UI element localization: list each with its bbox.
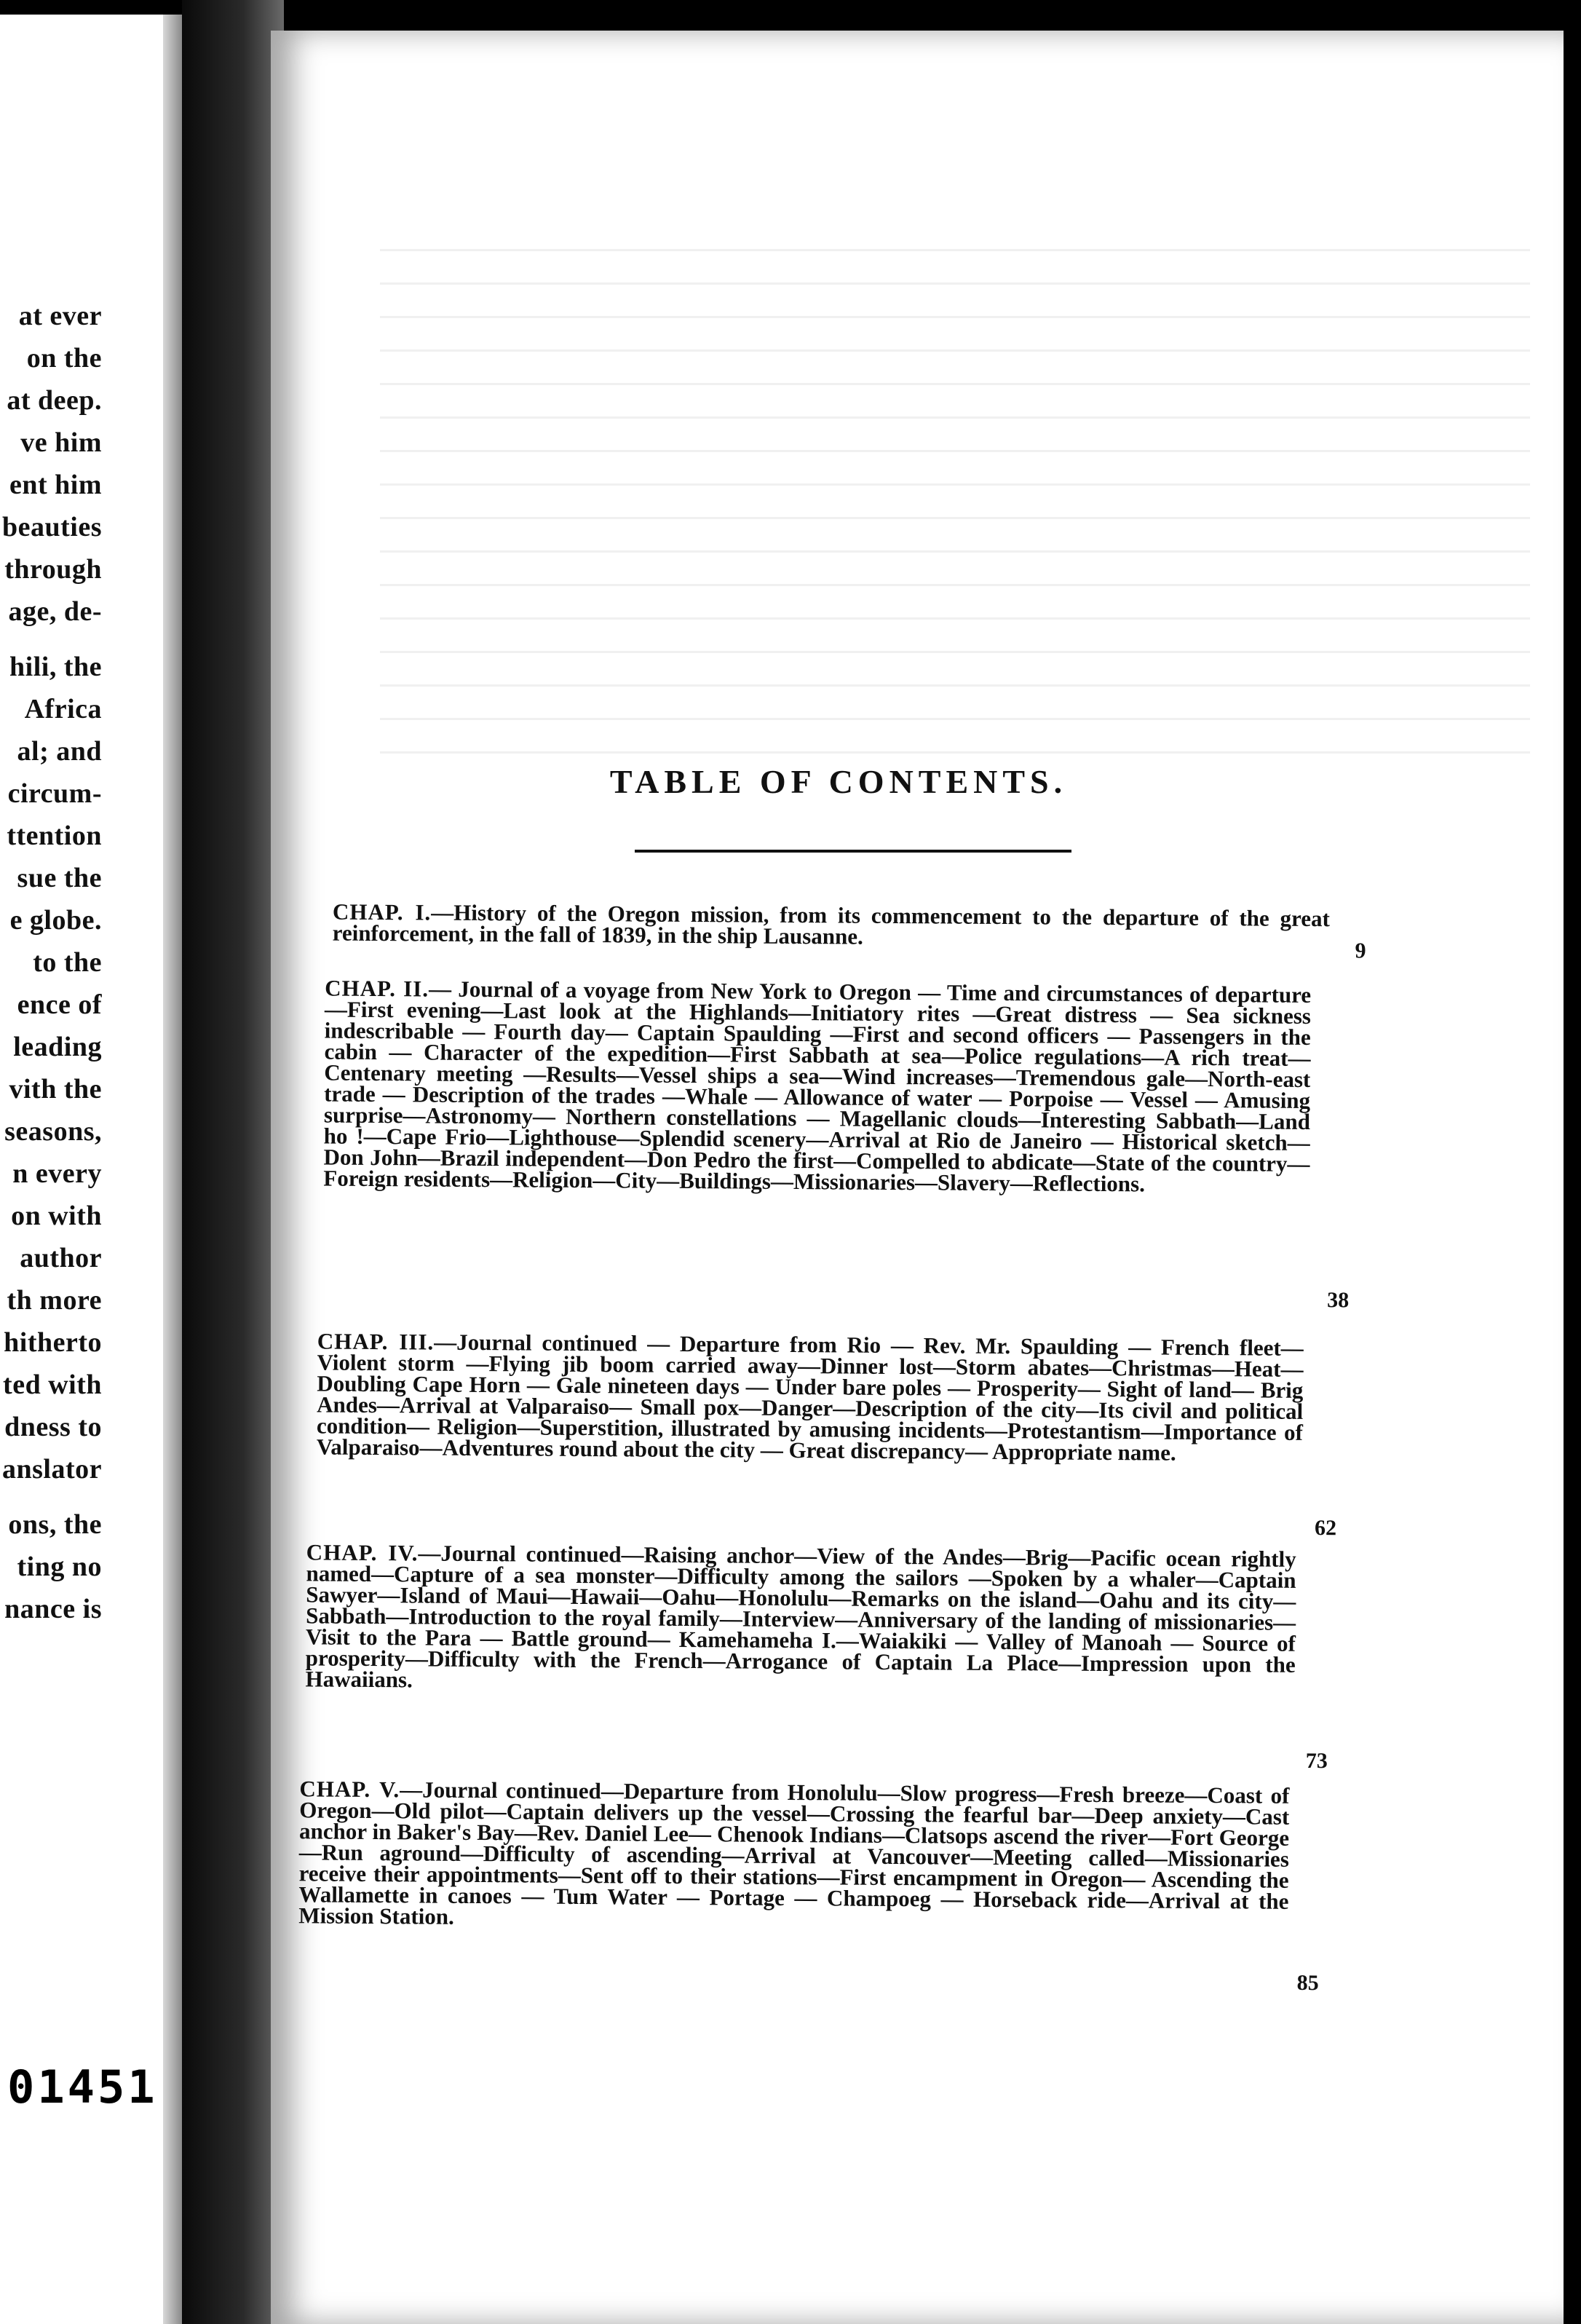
left-line: ted with [3,1370,102,1400]
left-paragraph-gap [2,1490,102,1503]
chapter-summary: —Journal continued—Departure from Honolulu—Slow progress—Fresh breeze—Coast of Oregon—Old pilot—Captain delivers up the vessel—Crossing the fearful bar—Deep anxiety—Cast anchor in Baker's Bay—Rev. Daniel Lee— Chenook Indians—Clatsops ascend the river—Fort George—Run aground—Difficulty of ascending—Arrival at Vancouver—Meeting called—Missionaries receive their appointments—Sent off to their stations—First encampment in Oregon— Ascending the Wallamette in canoes — Tum Water — Portage — Champoeg — Horseback ride—Arrival at the Mission Station. [298,1776,1290,1929]
left-line: vith the [9,1074,102,1104]
toc-page-number: 62 [1314,1516,1337,1541]
left-line: ttention [7,821,102,851]
toc-page-number: 38 [1327,1288,1350,1313]
toc-entry-chap-2 [323,975,1312,1197]
left-line: th more [7,1285,102,1316]
chapter-label: CHAP. I. [332,898,432,925]
left-line: dness to [4,1412,102,1442]
left-line: ons, the [8,1509,102,1540]
left-line: e globe. [9,905,102,936]
table-of-contents [271,898,1564,1996]
toc-page-number: 85 [1296,1970,1319,1996]
left-facing-page [0,15,182,2324]
show-through-text [380,249,1530,759]
toc-entry-chap-5 [298,1778,1289,1932]
left-line: beauties [2,512,102,542]
left-line: anslator [2,1454,102,1485]
contents-page [271,31,1564,2324]
left-line: ent him [9,470,102,500]
left-line: sue the [17,863,102,893]
left-line: to the [33,947,102,978]
toc-page-number: 73 [1305,1748,1328,1774]
toc-entry-chap-4 [305,1541,1296,1696]
left-line: ting no [17,1552,102,1582]
left-line: seasons, [4,1116,102,1147]
toc-entry-chap-1 [332,898,1330,951]
left-line: hili, the [9,652,102,682]
left-line: al; and [17,736,102,767]
title-rule [635,850,1071,853]
left-line: on the [26,343,102,374]
chapter-label: CHAP. III. [317,1328,435,1355]
chapter-summary: —Journal continued — Departure from Rio — Rev. Mr. Spaulding — French fleet—Violent storm —Flying jib boom carried away—Dinner lost—Storm abates—Christmas—Heat—Doubling Cape Horn — Gale nineteen days — Under bare poles — Prosperity— Sight of land— Brig Andes—Arrival at Valparaiso— Small pox—Danger—Description of the city—Its civil and political condition— Religion—Superstition, illustrated by amusing incidents—Protestantism—Importance of Valparaiso—Adventures round about the city — Great discrepancy— Appropriate name. [316,1329,1304,1466]
left-line: hitherto [4,1327,102,1358]
page-edge-shadow [163,15,182,2324]
left-line: on with [11,1201,102,1231]
library-stamp: 01451 [7,2060,158,2114]
left-paragraph-gap [2,633,102,646]
left-line: author [20,1243,102,1273]
chapter-summary: —History of the Oregon mission, from its commencement to the departure of the great reinforcement, in the fall of 1839, in the ship Lausanne. [332,899,1330,949]
left-line: nance is [4,1594,102,1624]
chapter-label: CHAP. V. [299,1776,400,1803]
toc-page-number: 9 [1355,938,1366,963]
left-line: n every [12,1158,102,1189]
toc-entry-chap-3 [316,1328,1304,1466]
book-gutter [182,0,284,2324]
left-line: circum- [7,778,102,809]
left-line: Africa [24,694,102,724]
chapter-label: CHAP. IV. [306,1539,419,1566]
left-line: at deep. [7,385,102,416]
left-page-text [2,295,102,1630]
left-line: at ever [18,301,102,331]
left-line: ence of [17,989,102,1020]
left-line: age, de- [8,596,102,627]
left-line: through [4,554,102,585]
page-title: TABLE OF CONTENTS. [609,763,1068,800]
left-line: ve him [20,427,102,458]
chapter-summary: — Journal of a voyage from New York to Oregon — Time and circumstances of departure—First evening—Last look at the Highlands—Initiatory rites —Great distress — Sea sickness indescribable — Fourth day— Captain Spaulding —First and second officers — Passengers in the cabin — Character of the expedition—First Sabbath at sea—Police regulations—A rich treat—Centenary meeting —Results—Vessel ships a sea—Wind increases—Tremendous gale—North-east trade — Description of the trades —Whale — Allowance of water — Porpoise — Vessel — Amusing surprise—Astronomy— Northern constellations — Magellanic clouds—Interesting Sabbath—Land ho !—Cape Frio—Lighthouse—Splendid scenery—Arrival at Rio de Janeiro — Historical sketch—Don John—Brazil independent—Don Pedro the first—Compelled to abdicate—State of the country—Foreign residents—Religion—City—Buildings—Missionaries—Slavery—Reflections. [323,976,1312,1197]
chapter-label: CHAP. II. [325,975,429,1002]
left-line: leading [13,1032,102,1062]
chapter-summary: —Journal continued—Raising anchor—View of the Andes—Brig—Pacific ocean rightly named—Capture of a sea monster—Difficulty among the sailors —Spoken by a whaler—Captain Sawyer—Island of Maui—Hawaii—Oahu—Honolulu—Remarks on the island—Oahu and its city—Sabbath—Introduction to the royal family—Interview—Anniversary of the landing of missionaries—Visit to the Para — Battle ground— Kamehameha I.—Waiakiki — Valley of Manoah — Source of prosperity—Difficulty with the French—Arrogance of Captain La Place—Impression upon the Hawaiians. [305,1540,1296,1693]
